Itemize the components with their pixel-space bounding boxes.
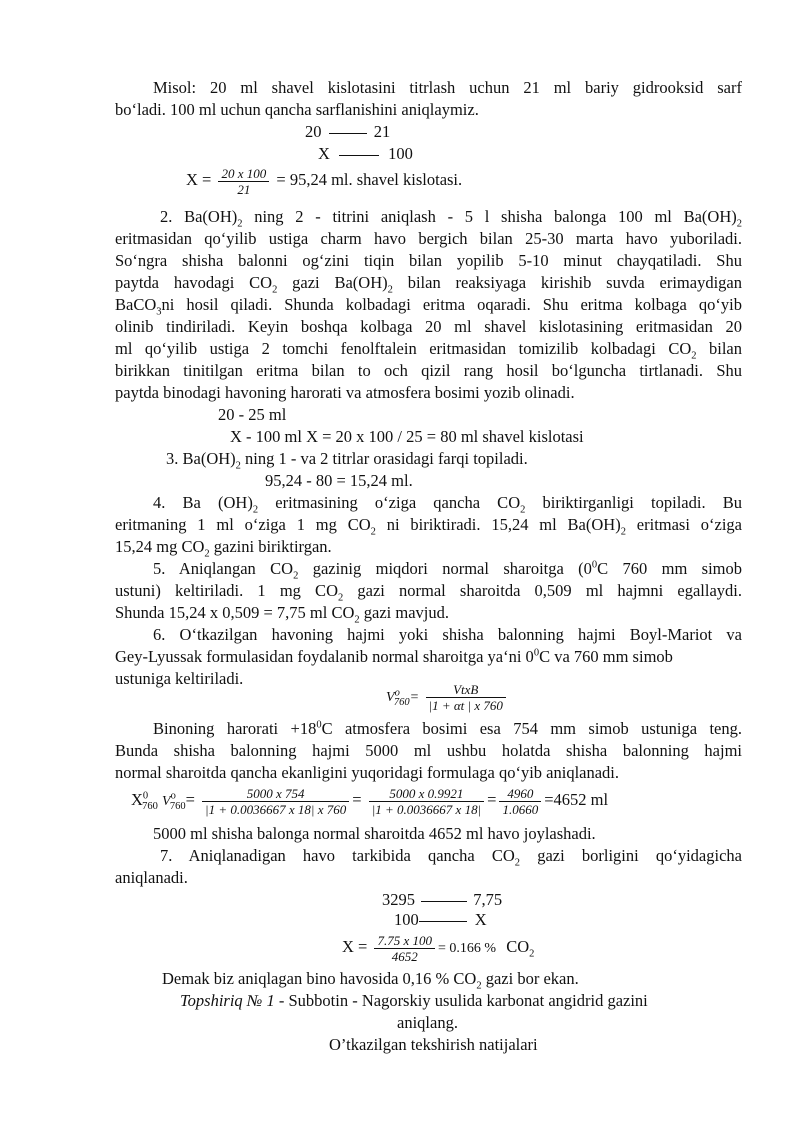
superscript: 0: [533, 647, 540, 659]
prop-value: X: [474, 910, 487, 929]
subscript: 2: [476, 980, 482, 992]
text: bilan: [696, 339, 742, 358]
step7-proportion-row-2: [394, 910, 487, 930]
step2-line-7: [115, 339, 742, 362]
calculation-result: =4652 ml: [544, 790, 609, 809]
task-text: Subbotin - Nagorskiy usulida karbonat angidrid gazini: [284, 991, 648, 1010]
text: ustuni) keltiriladi. 1 mg CO: [115, 581, 338, 600]
step2-line-4: [115, 273, 742, 296]
fraction-denominator: 21: [237, 181, 251, 197]
text: gazi Ba(OH): [277, 273, 388, 292]
proportion-line: [419, 921, 467, 922]
step3-calc: 95,24 - 80 = 15,24 ml.: [265, 471, 413, 490]
subscript: 2: [354, 614, 360, 626]
subscript: 2: [370, 526, 376, 538]
prop-value: 20: [305, 122, 322, 141]
x-symbol: X: [131, 790, 143, 809]
text: 3. Ba(OH): [166, 449, 236, 468]
proportion-line: [339, 155, 379, 156]
subscript: 2: [237, 218, 243, 230]
superscript: o: [170, 790, 176, 802]
text: 2. Ba(OH): [160, 207, 238, 226]
step2-line-2: eritmasidan qo‘yilib ustiga charm havo bergich bilan 25-30 marta havo yuboriladi.: [115, 229, 742, 248]
prop-value: 7,75: [473, 890, 503, 909]
subscript: 2: [252, 504, 259, 516]
text: Shunda 15,24 x 0,509 = 7,75 ml CO: [115, 603, 355, 622]
text: 4. Ba (OH): [153, 493, 253, 512]
fraction: [218, 166, 269, 197]
proportion-line: [329, 133, 367, 134]
step4-line-3: [115, 537, 332, 560]
step5-line-2: [115, 581, 742, 604]
text: biriktirganligi topiladi. Bu: [525, 493, 742, 512]
step2-line-9: paytda binodagi havoning harorati va atmosfera bosimi yozib olinadi.: [115, 383, 575, 402]
subscript: 760: [393, 696, 410, 708]
example-proportion-row-1: [305, 122, 390, 142]
subscript: 2: [514, 857, 521, 869]
text: eritmasining o‘ziga qancha CO: [258, 493, 521, 512]
text: bilan reaksiyaga kirishib suvda erimaydigan: [392, 273, 742, 292]
prop-value: 21: [373, 122, 391, 141]
step6-after: 5000 ml shisha balonga normal sharoitda 4652 ml havo joylashadi.: [153, 824, 596, 843]
task-heading: [180, 991, 648, 1011]
step3-line: [166, 449, 528, 472]
step2-line-6: olinib tindiriladi. Keyin boshqa kolbaga 20 ml shavel kislotasining eritmasidan 20: [115, 317, 742, 336]
text: ning 1 - va 2 titrlar orasidagi farqi topiladi.: [240, 449, 528, 468]
subscript: 2: [529, 948, 535, 960]
fraction: [499, 786, 541, 817]
fraction-denominator: |1 + 0.0036667 x 18|: [371, 801, 482, 817]
text: gazi borligini qo‘yidagicha: [520, 846, 742, 865]
subscript: 2: [293, 570, 299, 582]
subscript: 2: [272, 284, 278, 296]
text: Binoning harorati +18: [153, 719, 317, 738]
results-heading: O’tkazilgan tekshirish natijalari: [329, 1035, 538, 1054]
subscript: 2: [204, 548, 210, 560]
example-formula: [186, 164, 462, 197]
fraction-numerator: 7.75 x 100: [374, 933, 435, 949]
formula-result: = 95,24 ml. shavel kislotasi.: [276, 170, 463, 189]
subscript: 2: [387, 284, 393, 296]
subscript: 2: [691, 350, 697, 362]
step7-line-2: aniqlanadi.: [115, 868, 188, 887]
step2-proportion-2: X - 100 ml X = 20 x 100 / 25 = 80 ml shavel kislotasi: [230, 427, 584, 446]
text: gazini biriktirgan.: [209, 537, 332, 556]
step6-body-3: normal sharoitda qancha ekanligini yuqoridagi formulaga qo‘yib aniqlanadi.: [115, 763, 620, 782]
equals: =: [409, 690, 420, 705]
superscript: 0: [591, 559, 598, 571]
text: ning 2 - titrini aniqlash - 5 l shisha balonga 100 ml Ba(OH): [242, 207, 737, 226]
superscript: 0: [142, 790, 149, 802]
superscript: 0: [316, 719, 322, 731]
text: Gey-Lyussak formulasidan foydalanib normal sharoitga ya‘ni 0: [115, 647, 534, 666]
subscript: 2: [337, 592, 344, 604]
volume-calculation: [131, 782, 608, 820]
fraction-denominator: |1 + αt | x 760: [428, 698, 503, 714]
task-heading-cont: aniqlang.: [397, 1013, 458, 1032]
fraction: [374, 933, 435, 964]
step6-body-2: Bunda shisha balonning hajmi 5000 ml ushbu holatda shisha balonning hajmi: [115, 741, 742, 760]
subscript: 760: [169, 801, 186, 813]
fraction-numerator: 20 x 100: [218, 166, 269, 182]
subscript: 2: [520, 504, 526, 516]
step6-body-1: [153, 719, 742, 739]
example-proportion-row-2: [318, 144, 413, 164]
text: CO: [506, 937, 530, 956]
formula-lhs: X =: [342, 937, 368, 956]
fraction: [202, 786, 349, 817]
example-line-2: bo‘ladi. 100 ml uchun qancha sarflanishini aniqlaymiz.: [115, 100, 479, 119]
step7-line-1: [160, 846, 742, 869]
text: gazi mavjud.: [359, 603, 450, 622]
text: 15,24 mg CO: [115, 537, 205, 556]
step2-line-1: [160, 207, 742, 230]
text: C 760 mm simob: [597, 559, 743, 578]
task-label: Topshiriq № 1 -: [180, 991, 285, 1010]
fraction: [426, 682, 506, 713]
step7-proportion-row-1: [382, 890, 502, 910]
text: eritmasi o‘ziga: [625, 515, 742, 534]
fraction-numerator: 5000 x 0.9921: [369, 786, 484, 802]
equals: =: [487, 790, 497, 809]
subscript: 3: [156, 306, 162, 318]
text: 7. Aniqlanadigan havo tarkibida qancha CO: [160, 846, 515, 865]
prop-value: 3295: [382, 890, 415, 909]
fraction-denominator: |1 + 0.0036667 x 18| x 760: [205, 801, 347, 817]
step2-line-8: birikkan tinitilgan eritma bilan to och qizil rang hosil bo‘lguncha tirtlanadi. Shu: [115, 361, 742, 380]
text: C va 760 mm simob: [539, 647, 673, 666]
text: 5. Aniqlangan CO: [153, 559, 294, 578]
fraction-denominator: 1.0660: [502, 801, 539, 817]
fraction-numerator: 5000 x 754: [202, 786, 349, 802]
text: gazinig miqdori normal sharoitga (0: [298, 559, 592, 578]
fraction: [369, 786, 484, 817]
subscript: 2: [736, 218, 742, 230]
step5-line-3: [115, 603, 450, 626]
subscript: 2: [235, 460, 241, 472]
fraction-numerator: VtxB: [426, 682, 506, 698]
volume-symbol: V: [386, 690, 395, 705]
boyle-mariotte-formula: [386, 678, 509, 718]
step6-line-3: ustuniga keltiriladi.: [115, 669, 244, 688]
text: BaCO: [115, 295, 157, 314]
superscript: o: [394, 687, 400, 699]
step4-line-2: [115, 515, 742, 538]
subscript: 2: [620, 526, 626, 538]
text: ml qo‘yilib ustiga 2 tomchi fenolftalein eritmasidan tomizilib kolbadagi CO: [115, 339, 692, 358]
step2-proportion-1: 20 - 25 ml: [218, 405, 287, 424]
step2-line-3: So‘ngra shisha balonni og‘zini tiqin bilan yopilib 5-10 minut chayqatiladi. Shu: [115, 251, 742, 270]
step2-line-5: [115, 295, 742, 318]
fraction-denominator: 4652: [391, 948, 418, 964]
step6-line-1: 6. O‘tkazilgan havoning hajmi yoki shisha balonning hajmi Boyl-Mariot va: [153, 625, 742, 644]
subscript: 760: [142, 801, 158, 813]
text: gazi normal sharoitda 0,509 ml hajmni egallaydi.: [343, 581, 742, 600]
step7-formula: [342, 929, 534, 967]
text: gazi bor ekan.: [481, 969, 579, 988]
prop-value: 100: [388, 144, 413, 163]
text: ni hosil qiladi. Shunda kolbadagi eritma oqaradi. Shu eritma kolbaga qo‘yib: [161, 295, 742, 314]
volume-symbol: V: [162, 794, 171, 809]
step6-line-2: [115, 647, 673, 667]
equals: =: [352, 790, 362, 809]
text: Demak biz aniqlagan bino havosida 0,16 % CO: [162, 969, 477, 988]
equals: =: [185, 790, 195, 809]
prop-value: 100: [394, 910, 419, 929]
step5-line-1: [153, 559, 743, 582]
prop-value: X: [318, 144, 330, 163]
text: C atmosfera bosimi esa 754 mm simob ustuniga teng.: [321, 719, 742, 738]
proportion-line: [421, 901, 467, 902]
text: eritmaning 1 ml o‘ziga 1 mg CO: [115, 515, 371, 534]
step4-line-1: [153, 493, 742, 516]
text: ni biriktiradi. 15,24 ml Ba(OH): [375, 515, 621, 534]
fraction-numerator: 4960: [499, 786, 541, 802]
formula-lhs: X =: [186, 170, 212, 189]
conclusion: [162, 969, 579, 992]
example-line-1: Misol: 20 ml shavel kislotasini titrlash uchun 21 ml bariy gidrooksid sarf: [153, 78, 742, 97]
formula-result: = 0.166 %: [438, 941, 497, 956]
text: paytda havodagi CO: [115, 273, 273, 292]
